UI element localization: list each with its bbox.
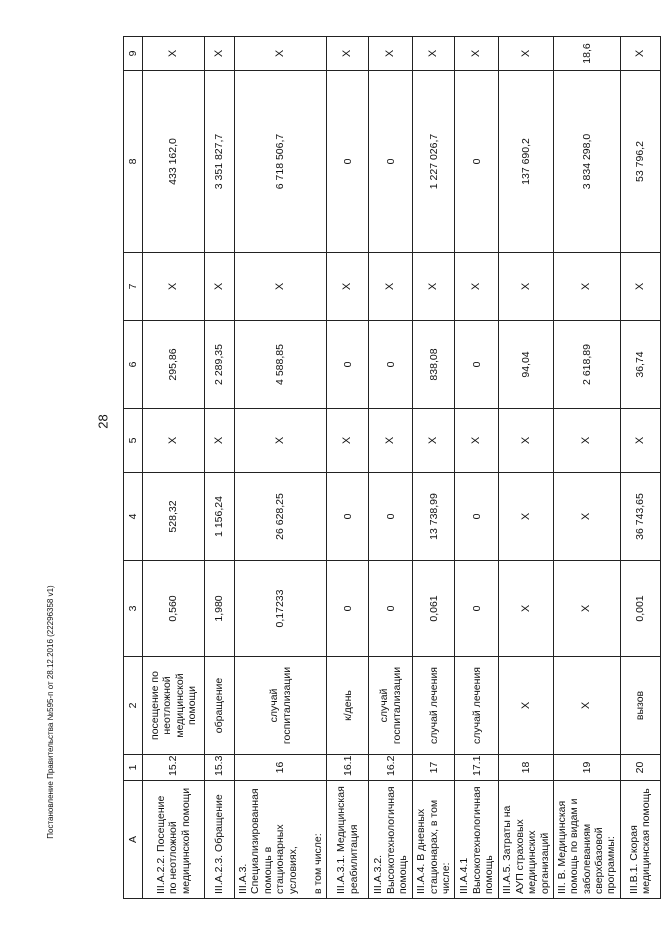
row-name-text: III.А.3. Специализированная помощь в стационарных условиях, [237, 788, 299, 894]
table-cell: X [369, 37, 413, 71]
table-cell: 15.3 [205, 755, 235, 781]
table-cell: 0 [455, 561, 499, 657]
table-row [143, 37, 205, 899]
table-cell: X [553, 561, 620, 657]
table-cell: X [205, 409, 235, 473]
page-number: 28 [95, 414, 111, 429]
row-name-cell: III.А.3.1. Медицинская реабилитация [327, 781, 369, 899]
row-name-cell: III.А.2.2. Посещение по неотложной медицинской помощи [143, 781, 205, 899]
table-cell: X [499, 409, 554, 473]
table-cell: 26 628,25 [235, 473, 327, 561]
table-cell: 13 738,99 [413, 473, 455, 561]
column-header: 7 [124, 253, 143, 321]
table-cell: 4 588,85 [235, 321, 327, 409]
table-cell: случай лечения [455, 657, 499, 755]
table-cell: X [413, 37, 455, 71]
table-cell: 0 [369, 321, 413, 409]
table-cell: 2 289,35 [205, 321, 235, 409]
table-cell: 0 [327, 71, 369, 253]
table-cell: 0 [327, 561, 369, 657]
table-cell: 0 [369, 71, 413, 253]
table-cell: X [235, 253, 327, 321]
table-cell: 53 796,2 [620, 71, 660, 253]
table-cell: вызов [620, 657, 660, 755]
footer-text: Постановление Правительства №595-п от 28.12.2016 (22296358 v1) [46, 585, 55, 839]
table-cell: X [413, 409, 455, 473]
table-row [235, 37, 327, 899]
table-cell: 3 351 827,7 [205, 71, 235, 253]
table-cell: X [499, 37, 554, 71]
table-cell: 36,74 [620, 321, 660, 409]
table-cell: к/день [327, 657, 369, 755]
table-cell: X [553, 657, 620, 755]
table-cell: 1 156,24 [205, 473, 235, 561]
table-cell: обращение [205, 657, 235, 755]
table-cell: 0,17233 [235, 561, 327, 657]
table-cell: 16 [235, 755, 327, 781]
table-row [369, 37, 413, 899]
row-name-cell: III.А.4.1 Высокотехнологичная помощь [455, 781, 499, 899]
table-cell: 36 743,65 [620, 473, 660, 561]
row-name-cell: III. В. Медицинская помощь по видам и заболеваниям сверхбазовой программы: [553, 781, 620, 899]
column-header: 4 [124, 473, 143, 561]
table-cell: 1 227 026,7 [413, 71, 455, 253]
table-cell: X [327, 253, 369, 321]
table-cell: случай госпитализации [235, 657, 327, 755]
table-cell: X [327, 37, 369, 71]
table-row [620, 37, 660, 899]
table-cell: 295,86 [143, 321, 205, 409]
row-name-subtext: в том числе: [311, 833, 324, 894]
table-cell: X [620, 253, 660, 321]
table-cell: 0 [369, 473, 413, 561]
data-table-container [123, 37, 653, 899]
table-row [327, 37, 369, 899]
table-cell: X [455, 253, 499, 321]
column-header: 3 [124, 561, 143, 657]
table-row [553, 37, 620, 899]
table-cell: X [553, 473, 620, 561]
table-cell: X [327, 409, 369, 473]
table-cell: 0 [455, 71, 499, 253]
table-cell: 20 [620, 755, 660, 781]
table-cell: 0 [369, 561, 413, 657]
row-name-cell: III.А.2.3. Обращение [205, 781, 235, 899]
row-name-cell: III.А.5. Затраты на АУП страховых медицинских организаций [499, 781, 554, 899]
column-header: А [124, 781, 143, 899]
table-cell: случай госпитализации [369, 657, 413, 755]
row-name-cell [235, 781, 327, 899]
table-cell: 838,08 [413, 321, 455, 409]
column-header: 1 [124, 755, 143, 781]
table-row [205, 37, 235, 899]
column-header: 6 [124, 321, 143, 409]
table-cell: X [235, 37, 327, 71]
table-cell: 0 [455, 473, 499, 561]
row-name-cell: III.А.3.2. Высокотехнологичная помощь [369, 781, 413, 899]
row-name-cell: III.В.1. Скорая медицинская помощь [620, 781, 660, 899]
table-cell: 2 618,89 [553, 321, 620, 409]
table-row [455, 37, 499, 899]
table-cell: 528,32 [143, 473, 205, 561]
row-name-cell: III.А.4. В дневных стационарах, в том числе: [413, 781, 455, 899]
column-header: 8 [124, 71, 143, 253]
table-cell: X [499, 253, 554, 321]
table-cell: 0 [327, 473, 369, 561]
table-cell: X [553, 409, 620, 473]
table-cell: 433 162,0 [143, 71, 205, 253]
table-cell: 0,061 [413, 561, 455, 657]
table-cell: 3 834 298,0 [553, 71, 620, 253]
table-cell: X [620, 409, 660, 473]
table-cell: X [205, 37, 235, 71]
table-row [499, 37, 554, 899]
table-cell: X [143, 37, 205, 71]
table-cell: 6 718 506,7 [235, 71, 327, 253]
column-header: 5 [124, 409, 143, 473]
table-cell: 0,560 [143, 561, 205, 657]
table-cell: 18 [499, 755, 554, 781]
table-row [413, 37, 455, 899]
table-cell: случай лечения [413, 657, 455, 755]
table-cell: X [369, 409, 413, 473]
table-cell: X [499, 473, 554, 561]
table-cell: посещение по неотложной медицинской помощи [143, 657, 205, 755]
table-cell: X [455, 37, 499, 71]
column-header: 2 [124, 657, 143, 755]
table-cell: 1,980 [205, 561, 235, 657]
table-cell: X [620, 37, 660, 71]
data-table [123, 36, 661, 899]
table-cell: 15.2 [143, 755, 205, 781]
table-cell: X [205, 253, 235, 321]
table-cell: X [553, 253, 620, 321]
table-cell: X [499, 561, 554, 657]
table-cell: 0,001 [620, 561, 660, 657]
table-cell: X [413, 253, 455, 321]
table-cell: 137 690,2 [499, 71, 554, 253]
table-cell: 17 [413, 755, 455, 781]
table-cell: 0 [327, 321, 369, 409]
table-cell: 19 [553, 755, 620, 781]
header-row [124, 37, 143, 899]
table-cell: 17.1 [455, 755, 499, 781]
table-cell: 18,6 [553, 37, 620, 71]
table-cell: X [499, 657, 554, 755]
table-cell: X [143, 253, 205, 321]
column-header: 9 [124, 37, 143, 71]
table-cell: X [143, 409, 205, 473]
table-cell: X [235, 409, 327, 473]
table-cell: 0 [455, 321, 499, 409]
table-cell: 16.1 [327, 755, 369, 781]
table-cell: X [369, 253, 413, 321]
table-cell: 16.2 [369, 755, 413, 781]
table-cell: X [455, 409, 499, 473]
table-cell: 94,04 [499, 321, 554, 409]
